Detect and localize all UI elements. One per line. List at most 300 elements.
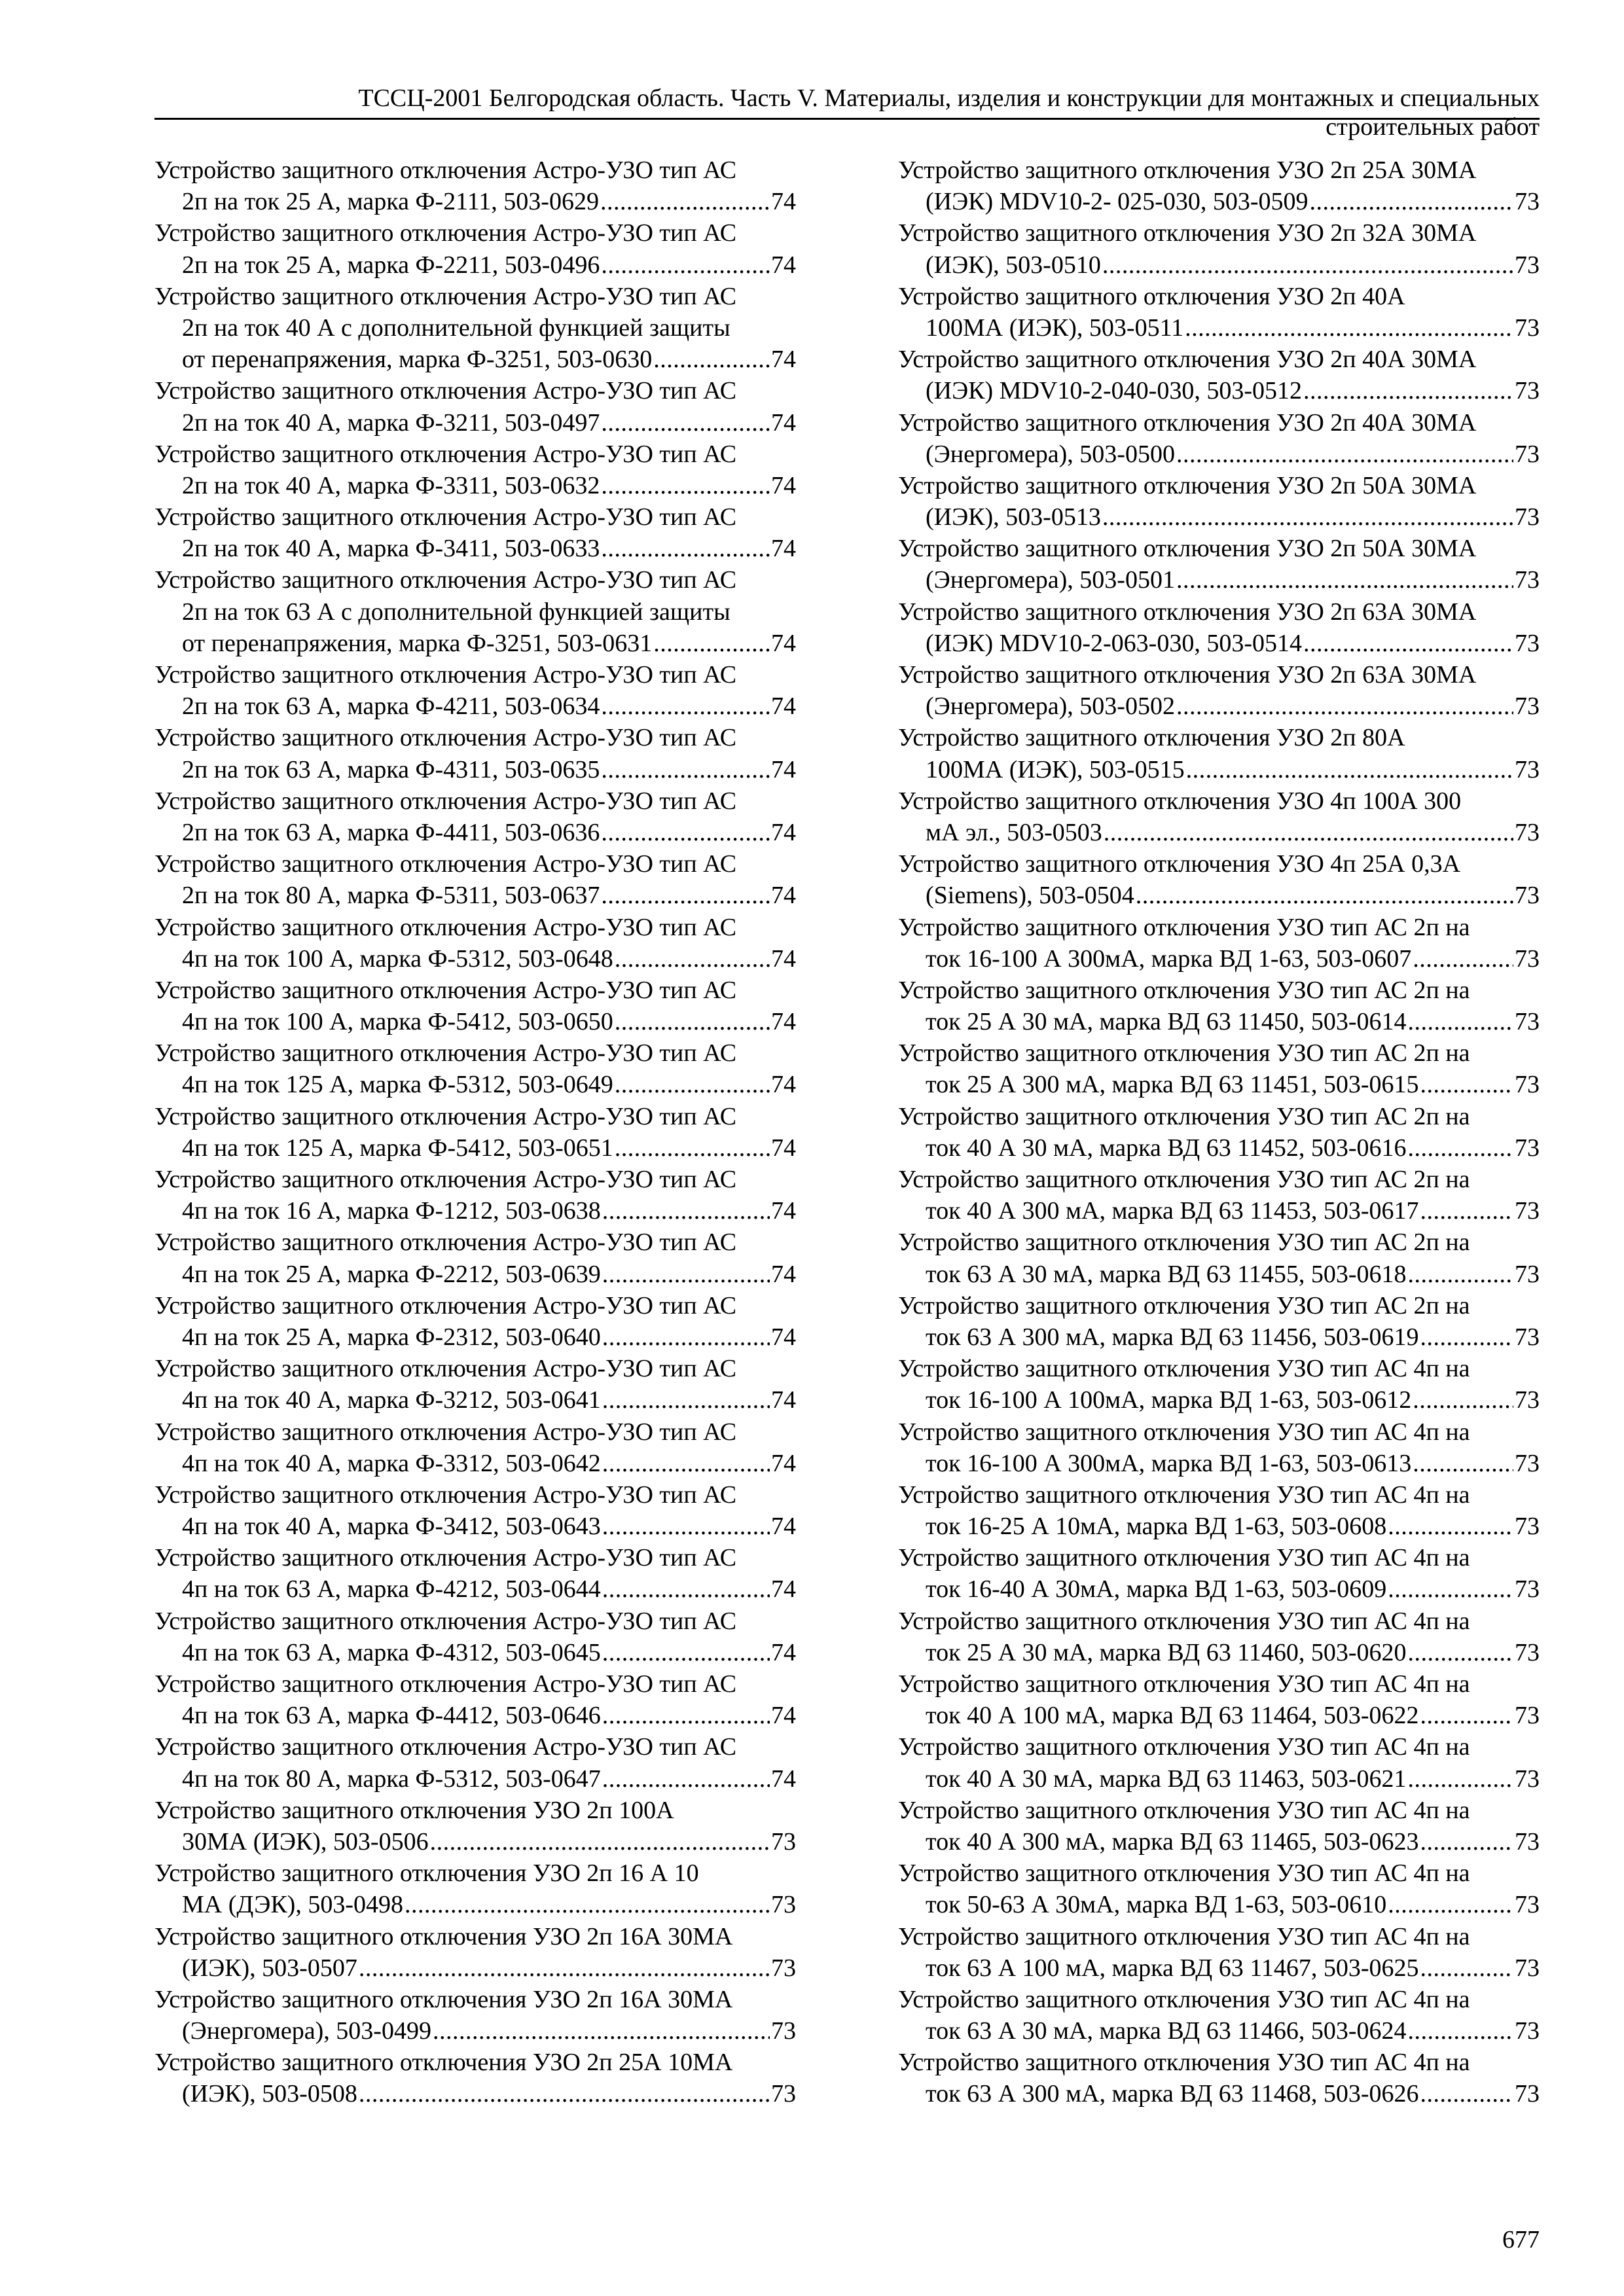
index-entry-text-line: Устройство защитного отключения Астро-УЗО тип АС — [154, 1355, 737, 1383]
dot-leader — [1176, 564, 1513, 596]
index-entry-reference: 4п на ток 16 А, марка Ф-1212, 503-0638 — [182, 1197, 601, 1225]
index-entry-text-line: Устройство защитного отключения УЗО тип АС 4п на — [898, 1670, 1470, 1698]
index-entry-last-line — [898, 1006, 1540, 1037]
index-entry-last-line — [154, 880, 796, 911]
index-entry — [898, 1795, 1540, 1857]
index-entry-last-line — [898, 1259, 1540, 1290]
index-entry-text-line: Устройство защитного отключения Астро-УЗО тип АС — [154, 1544, 737, 1572]
index-entry-reference: 2п на ток 80 А, марка Ф-5311, 503-0637 — [182, 882, 600, 910]
dot-leader — [601, 880, 770, 911]
index-entry-page: 73 — [771, 1954, 796, 1982]
index-entry — [154, 1416, 796, 1479]
dot-leader — [405, 1889, 770, 1920]
index-entry-text-line: Устройство защитного отключения УЗО 2п 32А 30МА — [898, 219, 1477, 247]
index-entry — [898, 785, 1540, 848]
index-entry-page: 73 — [1515, 1638, 1540, 1666]
index-column-right — [898, 154, 1540, 2110]
index-entry — [898, 1037, 1540, 1100]
index-entry-page: 73 — [1515, 818, 1540, 846]
index-entry-reference: (ИЭК), 503-0508 — [182, 2080, 357, 2108]
index-entry-reference: 2п на ток 40 А, марка Ф-3311, 503-0632 — [182, 471, 600, 499]
index-entry-page: 74 — [771, 1197, 796, 1225]
index-entry-text-line: Устройство защитного отключения УЗО 4п 25А 0,3А — [898, 850, 1461, 878]
index-entry-page: 74 — [771, 1260, 796, 1288]
index-entry-text-line: Устройство защитного отключения УЗО 2п 16А 30МА — [154, 1985, 733, 2013]
index-entry-text-line: Устройство защитного отключения Астро-УЗО тип АС — [154, 1291, 737, 1319]
index-entry — [154, 1227, 796, 1289]
index-entry-text-line: Устройство защитного отключения УЗО 2п 25А 10МА — [154, 2049, 733, 2077]
index-entry — [898, 1290, 1540, 1353]
index-entry-text-line: Устройство защитного отключения Астро-УЗО тип АС — [154, 1229, 737, 1257]
index-entry-page: 73 — [1515, 1008, 1540, 1036]
running-header-line-2: строительных работ — [1326, 113, 1540, 141]
index-entry-last-line — [898, 249, 1540, 281]
dot-leader — [601, 817, 770, 848]
index-entry-reference: 2п на ток 63 А, марка Ф-4211, 503-0634 — [182, 692, 600, 721]
index-entry-last-line — [154, 470, 796, 501]
index-entry-reference: 30МА (ИЭК), 503-0506 — [182, 1827, 429, 1856]
dot-leader — [602, 1700, 770, 1731]
index-entry-text-line: Устройство защитного отключения УЗО 2п 100А — [154, 1796, 674, 1824]
index-entry-text-line: Устройство защитного отключения УЗО 2п 40А 30МА — [898, 408, 1477, 437]
index-entry-reference: 4п на ток 63 А, марка Ф-4412, 503-0646 — [182, 1702, 601, 1730]
index-entry-last-line — [898, 754, 1540, 785]
index-entry-reference: (ИЭК), 503-0513 — [926, 503, 1101, 531]
index-entry-reference: 4п на ток 80 А, марка Ф-5312, 503-0647 — [182, 1765, 601, 1793]
index-entry-reference: 4п на ток 100 А, марка Ф-5412, 503-0650 — [182, 1008, 613, 1036]
index-entry — [898, 1984, 1540, 2047]
index-entry-reference: МА (ДЭК), 503-0498 — [182, 1891, 403, 1919]
dot-leader — [602, 1511, 770, 1542]
index-entry-last-line — [154, 249, 796, 281]
index-entry-last-line — [898, 1321, 1540, 1353]
index-entry-reference: 2п на ток 63 А, марка Ф-4311, 503-0635 — [182, 755, 600, 783]
dot-leader — [1136, 880, 1513, 911]
dot-leader — [601, 691, 770, 722]
dot-leader — [1413, 943, 1513, 975]
index-entry-text-line: Устройство защитного отключения УЗО 4п 100А 300 — [898, 787, 1462, 815]
index-entry — [154, 1857, 796, 1920]
index-entry-text-line: Устройство защитного отключения УЗО тип АС 4п на — [898, 1859, 1470, 1888]
index-entry-text-line: Устройство защитного отключения УЗО 2п 40А 30МА — [898, 346, 1477, 374]
index-entry-last-line — [898, 564, 1540, 596]
index-entry-page: 73 — [1515, 2017, 1540, 2045]
index-entry — [898, 1416, 1540, 1479]
index-entry-page: 74 — [771, 629, 796, 657]
dot-leader — [1102, 249, 1513, 281]
index-entry-page: 73 — [1515, 2080, 1540, 2108]
index-entry-reference: 2п на ток 25 А, марка Ф-2111, 503-0629 — [182, 188, 599, 216]
index-entry-reference: 100МА (ИЭК), 503-0515 — [926, 755, 1185, 783]
index-entry-text-line: Устройство защитного отключения УЗО тип АС 4п на — [898, 1480, 1470, 1509]
index-entry-last-line — [154, 1448, 796, 1479]
dot-leader — [601, 470, 770, 501]
index-entry-last-line — [154, 1889, 796, 1920]
index-entry-text-line: Устройство защитного отключения УЗО 2п 63А 30МА — [898, 598, 1477, 626]
index-entry-page: 73 — [1515, 1197, 1540, 1225]
index-entry-page: 73 — [1515, 755, 1540, 783]
index-entry-text-line: Устройство защитного отключения Астро-УЗО тип АС — [154, 1480, 737, 1509]
index-entry — [898, 1731, 1540, 1794]
index-entry — [154, 1101, 796, 1164]
index-entry — [898, 1921, 1540, 1984]
index-entry-page: 73 — [1515, 692, 1540, 721]
index-entry-last-line — [898, 1069, 1540, 1100]
index-entry-last-line — [154, 754, 796, 785]
index-entry-reference: ток 40 А 100 мА, марка ВД 63 11464, 503-0622 — [926, 1702, 1419, 1730]
index-entry-page: 73 — [1515, 566, 1540, 594]
dot-leader — [1388, 1573, 1513, 1605]
index-entry-text-line: Устройство защитного отключения УЗО 2п 25А 30МА — [898, 156, 1477, 184]
index-entry-last-line — [898, 1132, 1540, 1164]
index-entry-text-line: Устройство защитного отключения Астро-УЗО тип АС — [154, 282, 737, 310]
dot-leader — [602, 1573, 770, 1605]
index-entry-last-line — [898, 1952, 1540, 1984]
index-entry — [898, 281, 1540, 344]
index-entry-text-line: Устройство защитного отключения Астро-УЗО тип АС — [154, 566, 737, 594]
index-entry-reference: 4п на ток 40 А, марка Ф-3412, 503-0643 — [182, 1513, 601, 1541]
index-entry — [154, 848, 796, 911]
index-entry-page: 74 — [771, 471, 796, 499]
index-entry-last-line — [154, 186, 796, 217]
index-entry-last-line — [898, 439, 1540, 470]
index-entry-reference: ток 40 А 30 мА, марка ВД 63 11463, 503-0621 — [926, 1765, 1407, 1793]
index-entry-text-line: Устройство защитного отключения УЗО 2п 80А — [898, 724, 1405, 752]
index-entry-last-line — [898, 943, 1540, 975]
index-entry-reference: (ИЭК) MDV10-2-063-030, 503-0514 — [926, 629, 1302, 657]
index-entry-last-line — [154, 1763, 796, 1795]
index-entry-last-line — [898, 501, 1540, 533]
index-entry-reference: ток 63 А 300 мА, марка ВД 63 11456, 503-0619 — [926, 1323, 1419, 1351]
dot-leader — [1102, 501, 1513, 533]
index-entry-text-line: Устройство защитного отключения УЗО тип АС 4п на — [898, 1544, 1470, 1572]
dot-leader — [601, 533, 770, 564]
index-entry-page: 74 — [771, 1323, 796, 1351]
index-entry-reference: ток 25 А 30 мА, марка ВД 63 11460, 503-0620 — [926, 1638, 1407, 1666]
index-entry-text-line: Устройство защитного отключения Астро-УЗО тип АС — [154, 377, 737, 405]
index-entry-text-line: Устройство защитного отключения УЗО тип АС 2п на — [898, 913, 1470, 941]
index-entry — [898, 722, 1540, 785]
index-entry-page: 74 — [771, 251, 796, 279]
index-entry-page: 73 — [1515, 944, 1540, 973]
dot-leader — [600, 186, 770, 217]
index-entry-text-line: 2п на ток 40 А с дополнительной функцией защиты — [182, 314, 731, 342]
index-entry — [154, 1479, 796, 1542]
index-entry-page: 73 — [1515, 1891, 1540, 1919]
dot-leader — [1176, 439, 1513, 470]
dot-leader — [1420, 1952, 1513, 1984]
index-entry — [898, 217, 1540, 280]
index-entry-page: 74 — [771, 1134, 796, 1162]
index-entry — [898, 407, 1540, 470]
index-entry-text-line: Устройство защитного отключения Астро-УЗО тип АС — [154, 1102, 737, 1130]
index-entry-text-line: Устройство защитного отключения УЗО тип АС 2п на — [898, 1039, 1470, 1067]
index-entry — [154, 281, 796, 376]
index-entry-text-line: Устройство защитного отключения УЗО тип АС 2п на — [898, 1102, 1470, 1130]
index-entry-text-line: Устройство защитного отключения УЗО тип АС 2п на — [898, 976, 1470, 1004]
index-entry-text-line: Устройство защитного отключения Астро-УЗО тип АС — [154, 913, 737, 941]
index-entry-page: 73 — [1515, 1827, 1540, 1856]
index-entry-last-line — [898, 691, 1540, 722]
index-entry-text-line: Устройство защитного отключения УЗО 2п 40А — [898, 282, 1405, 310]
index-entry-last-line — [154, 1700, 796, 1731]
header-rule — [154, 118, 1540, 120]
index-entry-text-line: Устройство защитного отключения Астро-УЗО тип АС — [154, 976, 737, 1004]
index-entry-last-line — [898, 1700, 1540, 1731]
dot-leader — [1420, 1069, 1513, 1100]
index-entry-reference: мА эл., 503-0503 — [926, 818, 1102, 846]
index-entry — [154, 1542, 796, 1605]
dot-leader — [602, 1259, 770, 1290]
index-entry-page: 74 — [771, 1449, 796, 1477]
index-entry-last-line — [898, 1889, 1540, 1920]
dot-leader — [602, 1384, 770, 1416]
dot-leader — [1388, 1511, 1513, 1542]
index-entry-last-line — [154, 1511, 796, 1542]
index-entry — [154, 912, 796, 975]
dot-leader — [1185, 312, 1513, 344]
index-entry-reference: ток 40 А 300 мА, марка ВД 63 11453, 503-0617 — [926, 1197, 1419, 1225]
index-entry-page: 74 — [771, 1513, 796, 1541]
index-entry-reference: ток 50-63 А 30мА, марка ВД 1-63, 503-0610 — [926, 1891, 1387, 1919]
dot-leader — [601, 407, 770, 439]
index-entry-reference: (Siemens), 503-0504 — [926, 882, 1134, 910]
index-entry — [154, 375, 796, 438]
index-entry-page: 73 — [1515, 1513, 1540, 1541]
index-entry-page: 73 — [1515, 1575, 1540, 1604]
index-entry-last-line — [898, 1826, 1540, 1857]
index-entry — [898, 1542, 1540, 1605]
dot-leader — [1420, 2078, 1513, 2109]
index-entry-text-line: Устройство защитного отключения Астро-УЗО тип АС — [154, 661, 737, 689]
index-entry-text-line: Устройство защитного отключения Астро-УЗО тип АС — [154, 1670, 737, 1698]
index-entry-text-line: Устройство защитного отключения Астро-УЗО тип АС — [154, 503, 737, 531]
index-entry-page: 73 — [1515, 1386, 1540, 1414]
index-entry-last-line — [898, 817, 1540, 848]
index-entry-reference: 4п на ток 25 А, марка Ф-2312, 503-0640 — [182, 1323, 601, 1351]
index-entry-page: 73 — [1515, 314, 1540, 342]
index-entry-last-line — [898, 880, 1540, 911]
index-entry-page: 74 — [771, 346, 796, 374]
dot-leader — [1420, 1321, 1513, 1353]
dot-leader — [1176, 691, 1513, 722]
index-entry-page: 73 — [1515, 377, 1540, 405]
index-entry-page: 74 — [771, 408, 796, 437]
index-entry-reference: 2п на ток 40 А, марка Ф-3411, 503-0633 — [182, 535, 600, 563]
index-entry-page: 74 — [771, 1071, 796, 1099]
index-entry-text-line: Устройство защитного отключения УЗО 2п 50А 30МА — [898, 535, 1477, 563]
dot-leader — [1388, 1889, 1513, 1920]
index-entry-reference: ток 63 А 30 мА, марка ВД 63 11455, 503-0618 — [926, 1260, 1407, 1288]
index-entry-page: 73 — [1515, 1702, 1540, 1730]
index-entry — [154, 501, 796, 564]
index-entry-last-line — [154, 1069, 796, 1100]
index-entry-reference: (Энергомера), 503-0500 — [926, 440, 1175, 468]
page-number: 677 — [1502, 2226, 1540, 2253]
index-entry-text-line: Устройство защитного отключения Астро-УЗО тип АС — [154, 156, 737, 184]
index-entry-last-line — [154, 628, 796, 659]
index-entry — [898, 1857, 1540, 1920]
index-entry — [154, 975, 796, 1037]
index-entry-reference: 2п на ток 40 А, марка Ф-3211, 503-0497 — [182, 408, 600, 437]
index-entry-page: 73 — [771, 1891, 796, 1919]
index-entry-last-line — [898, 1573, 1540, 1605]
index-entry-page: 74 — [771, 1386, 796, 1414]
index-entry-text-line: Устройство защитного отключения Астро-УЗО тип АС — [154, 1418, 737, 1446]
index-entry-reference: 4п на ток 25 А, марка Ф-2212, 503-0639 — [182, 1260, 601, 1288]
index-entry-text-line: Устройство защитного отключения УЗО тип АС 4п на — [898, 1796, 1470, 1824]
index-entry-reference: (Энергомера), 503-0499 — [182, 2017, 431, 2045]
index-entry-reference: (Энергомера), 503-0502 — [926, 692, 1175, 721]
index-entry — [154, 1353, 796, 1416]
index-entry-text-line: Устройство защитного отключения Астро-УЗО тип АС — [154, 787, 737, 815]
dot-leader — [1407, 2015, 1513, 2047]
index-entry-reference: 2п на ток 63 А, марка Ф-4411, 503-0636 — [182, 818, 600, 846]
index-entry — [154, 659, 796, 722]
index-entry-reference: ток 63 А 30 мА, марка ВД 63 11466, 503-0624 — [926, 2017, 1407, 2045]
index-entry-last-line — [154, 1826, 796, 1857]
index-entry-last-line — [154, 1384, 796, 1416]
index-entry-page: 74 — [771, 1702, 796, 1730]
index-entry-last-line — [154, 407, 796, 439]
index-entry-reference: ток 63 А 100 мА, марка ВД 63 11467, 503-0625 — [926, 1954, 1419, 1982]
dot-leader — [653, 628, 770, 659]
index-entry-last-line — [154, 691, 796, 722]
index-entry-text-line: Устройство защитного отключения Астро-УЗО тип АС — [154, 1607, 737, 1635]
index-entry-reference: 2п на ток 25 А, марка Ф-2211, 503-0496 — [182, 251, 600, 279]
index-entry — [154, 1921, 796, 1984]
index-entry — [898, 1227, 1540, 1289]
index-entry-reference: 4п на ток 40 А, марка Ф-3312, 503-0642 — [182, 1449, 601, 1477]
index-entry-text-line: Устройство защитного отключения Астро-УЗО тип АС — [154, 1733, 737, 1761]
dot-leader — [1309, 186, 1513, 217]
index-entry-text-line: Устройство защитного отключения УЗО тип АС 2п на — [898, 1229, 1470, 1257]
index-entry-reference: ток 25 А 30 мА, марка ВД 63 11450, 503-0614 — [926, 1008, 1407, 1036]
index-entry-reference: 4п на ток 125 А, марка Ф-5412, 503-0651 — [182, 1134, 613, 1162]
index-entry-last-line — [898, 628, 1540, 659]
dot-leader — [615, 1006, 770, 1037]
index-entry-text-line: Устройство защитного отключения УЗО тип АС 4п на — [898, 1733, 1470, 1761]
index-entry — [154, 1668, 796, 1731]
index-entry — [154, 785, 796, 848]
index-entry-text-line: 2п на ток 63 А с дополнительной функцией защиты — [182, 598, 731, 626]
index-entry-reference: 4п на ток 63 А, марка Ф-4212, 503-0644 — [182, 1575, 601, 1604]
index-entry — [898, 912, 1540, 975]
index-entry-last-line — [154, 1195, 796, 1227]
index-entry-text-line: Устройство защитного отключения УЗО тип АС 4п на — [898, 1607, 1470, 1635]
dot-leader — [1104, 817, 1513, 848]
dot-leader — [359, 1952, 770, 1984]
index-entry — [154, 1605, 796, 1668]
dot-leader — [359, 2078, 770, 2109]
index-entry-page: 73 — [1515, 188, 1540, 216]
index-entry-page: 73 — [1515, 503, 1540, 531]
index-entry-last-line — [898, 2015, 1540, 2047]
index-entry-reference: от перенапряжения, марка Ф-3251, 503-0631 — [182, 629, 653, 657]
index-entry — [898, 1668, 1540, 1731]
dot-leader — [602, 1195, 770, 1227]
index-entry — [154, 1290, 796, 1353]
index-entry-reference: ток 63 А 300 мА, марка ВД 63 11468, 503-0626 — [926, 2080, 1419, 2108]
index-entry-last-line — [154, 1952, 796, 1984]
dot-leader — [1407, 1637, 1513, 1668]
index-entry-last-line — [154, 943, 796, 975]
dot-leader — [602, 1448, 770, 1479]
index-entry-page: 74 — [771, 1575, 796, 1604]
dot-leader — [602, 1763, 770, 1795]
dot-leader — [1407, 1006, 1513, 1037]
dot-leader — [1413, 1448, 1513, 1479]
index-entry-page: 73 — [1515, 1071, 1540, 1099]
index-entry — [154, 154, 796, 217]
index-entry-page: 73 — [771, 2017, 796, 2045]
index-entry-last-line — [898, 312, 1540, 344]
index-entry-page: 73 — [1515, 1260, 1540, 1288]
index-entry — [898, 1479, 1540, 1542]
dot-leader — [615, 1132, 770, 1164]
index-entry — [898, 596, 1540, 659]
index-entry — [898, 470, 1540, 533]
index-entry-page: 74 — [771, 1638, 796, 1666]
index-entry — [898, 1101, 1540, 1164]
index-entry — [154, 1037, 796, 1100]
index-entry — [898, 1605, 1540, 1668]
index-entry-page: 73 — [771, 1827, 796, 1856]
index-entry-reference: (ИЭК) MDV10-2-040-030, 503-0512 — [926, 377, 1302, 405]
index-entry — [154, 439, 796, 501]
index-entry-text-line: Устройство защитного отключения УЗО 2п 63А 30МА — [898, 661, 1477, 689]
dot-leader — [430, 1826, 770, 1857]
dot-leader — [1420, 1700, 1513, 1731]
index-entry — [154, 1731, 796, 1794]
index-entry — [898, 344, 1540, 406]
index-entry — [898, 154, 1540, 217]
index-entry — [154, 1164, 796, 1227]
index-entry-last-line — [154, 533, 796, 564]
index-entry-last-line — [898, 1763, 1540, 1795]
dot-leader — [602, 1637, 770, 1668]
index-entry — [898, 975, 1540, 1037]
index-entry-page: 73 — [1515, 1954, 1540, 1982]
index-entry-reference: ток 16-40 А 30мА, марка ВД 1-63, 503-0609 — [926, 1575, 1387, 1604]
index-entry-last-line — [154, 344, 796, 375]
index-entry-reference: от перенапряжения, марка Ф-3251, 503-0630 — [182, 346, 653, 374]
index-entry-text-line: Устройство защитного отключения УЗО тип АС 4п на — [898, 2049, 1470, 2077]
dot-leader — [1303, 375, 1513, 406]
running-header-line-1: ТССЦ-2001 Белгородская область. Часть V. Материалы, изделия и конструкции для монтажных и специальных — [358, 84, 1540, 112]
index-entry-last-line — [154, 1006, 796, 1037]
index-entry-reference: ток 16-100 А 300мА, марка ВД 1-63, 503-0607 — [926, 944, 1412, 973]
index-entry-page: 73 — [1515, 1134, 1540, 1162]
index-entry-reference: ток 16-100 А 300мА, марка ВД 1-63, 503-0613 — [926, 1449, 1412, 1477]
index-entry-last-line — [154, 2078, 796, 2109]
index-entry-reference: ток 40 А 300 мА, марка ВД 63 11465, 503-0623 — [926, 1827, 1419, 1856]
dot-leader — [1420, 1195, 1513, 1227]
index-entry-text-line: Устройство защитного отключения УЗО тип АС 4п на — [898, 1985, 1470, 2013]
index-entry-reference: 4п на ток 100 А, марка Ф-5312, 503-0648 — [182, 944, 613, 973]
dot-leader — [1407, 1132, 1513, 1164]
dot-leader — [1303, 628, 1513, 659]
index-entry — [898, 659, 1540, 722]
dot-leader — [433, 2015, 770, 2047]
index-entry-text-line: Устройство защитного отключения УЗО 2п 50А 30МА — [898, 471, 1477, 499]
index-entry-page: 74 — [771, 188, 796, 216]
index-entry-text-line: Устройство защитного отключения УЗО 2п 16А 30МА — [154, 1922, 733, 1950]
dot-leader — [1407, 1763, 1513, 1795]
index-entry — [154, 2047, 796, 2109]
index-entry-last-line — [898, 1637, 1540, 1668]
index-entry-reference: ток 25 А 300 мА, марка ВД 63 11451, 503-0615 — [926, 1071, 1419, 1099]
